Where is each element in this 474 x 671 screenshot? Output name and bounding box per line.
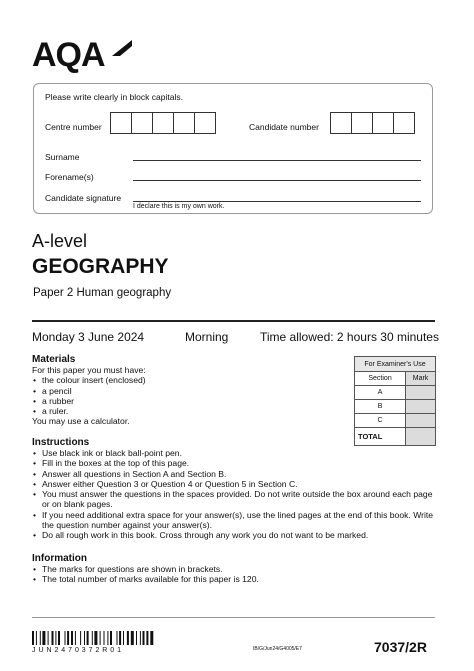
barcode-bar <box>104 631 105 645</box>
barcode-bar <box>94 631 97 645</box>
instruction-item: • Answer all questions in Section A and Section B. <box>42 469 434 479</box>
centre-number-cell[interactable] <box>131 112 153 134</box>
candidate-number-cell[interactable] <box>393 112 415 134</box>
section-row-label: A <box>355 386 406 400</box>
information-heading: Information <box>32 553 87 564</box>
candidate-number-cell[interactable] <box>330 112 352 134</box>
barcode-bar <box>110 631 112 645</box>
instruction-item: • Fill in the boxes at the top of this page. <box>42 458 434 468</box>
candidate-number-label: Candidate number <box>249 122 319 132</box>
barcode-bar <box>87 631 89 645</box>
section-row-label: B <box>355 400 406 414</box>
instruction-item: • Do all rough work in this book. Cross through any work you do not want to be marked. <box>42 530 434 540</box>
mark-column-header: Mark <box>406 372 436 386</box>
information-section <box>32 553 434 585</box>
subject-title: GEOGRAPHY <box>32 255 169 278</box>
barcode-bar <box>117 631 118 645</box>
centre-number-cell[interactable] <box>110 112 132 134</box>
centre-number-boxes[interactable] <box>111 112 216 134</box>
barcode-bar <box>84 631 85 645</box>
surname-label: Surname <box>45 152 80 162</box>
centre-number-cell[interactable] <box>152 112 174 134</box>
barcode-bar <box>107 631 108 645</box>
candidate-number-cell[interactable] <box>372 112 394 134</box>
barcode-bar <box>127 631 129 645</box>
declaration-text: I declare this is my own work. <box>133 203 225 210</box>
barcode-bar <box>131 631 134 645</box>
barcode-bar <box>58 631 60 645</box>
barcode-bar <box>71 631 73 645</box>
materials-intro: For this paper you must have: <box>32 365 146 375</box>
level-title: A-level <box>32 231 88 251</box>
barcode-bar <box>55 631 56 645</box>
mark-cell <box>406 386 436 400</box>
materials-item: • a ruler. <box>42 406 332 416</box>
barcode-bar <box>42 631 45 645</box>
barcode-bar <box>40 631 41 645</box>
barcode-bar <box>36 631 37 645</box>
examiner-table-title: For Examiner's Use <box>355 357 436 372</box>
forenames-label: Forename(s) <box>45 172 94 182</box>
barcode-bar <box>65 631 66 645</box>
materials-item: • a rubber <box>42 396 332 406</box>
mark-cell <box>406 414 436 428</box>
barcode-image <box>32 631 192 645</box>
mark-cell <box>406 400 436 414</box>
time-allowed: Time allowed: 2 hours 30 minutes <box>260 330 439 344</box>
exam-session: Morning <box>185 330 229 344</box>
centre-number-cell[interactable] <box>194 112 216 134</box>
barcode-bar <box>143 631 145 645</box>
paper-code: 7037/2R <box>374 639 427 655</box>
aqa-logo-mark <box>110 38 134 58</box>
barcode-bar <box>80 631 81 645</box>
block-capitals-note: Please write clearly in block capitals. <box>45 92 183 102</box>
aqa-logo: AQA <box>32 36 105 74</box>
barcode-bar <box>140 631 141 645</box>
paper-reference: IB/G/Jun24/G4005/E7 <box>253 646 302 652</box>
exam-date: Monday 3 June 2024 <box>32 330 145 344</box>
candidate-number-boxes[interactable] <box>331 112 415 134</box>
barcode-bar <box>119 631 121 645</box>
barcode-bar <box>67 631 69 645</box>
instruction-item: • Use black ink or black ball-point pen. <box>42 448 434 458</box>
information-item: • The marks for questions are shown in brackets. <box>42 564 434 574</box>
materials-heading: Materials <box>32 354 76 365</box>
paper-title: Paper 2 Human geography <box>33 287 172 299</box>
barcode-text: J U N 2 4 7 0 3 7 2 R 0 1 <box>32 647 122 654</box>
centre-number-cell[interactable] <box>173 112 195 134</box>
section-column-header: Section <box>355 372 406 386</box>
materials-section <box>32 354 332 427</box>
barcode-bar <box>92 631 93 645</box>
instructions-section <box>32 437 434 541</box>
forenames-line[interactable] <box>133 180 421 181</box>
information-item: • The total number of marks available for this paper is 120. <box>42 574 434 584</box>
section-row-label: C <box>355 414 406 428</box>
barcode-bar <box>75 631 76 645</box>
barcode-bar <box>100 631 101 645</box>
surname-line[interactable] <box>133 160 421 161</box>
instruction-item: • You must answer the questions in the spaces provided. Do not write outside the box around each page or on blank pages. <box>42 489 434 510</box>
signature-line[interactable] <box>133 201 421 202</box>
examiner-use-table <box>354 356 436 446</box>
signature-label: Candidate signature <box>45 193 122 203</box>
instruction-item: • If you need additional extra space for your answer(s), use the lined pages at the end of this book. Write the question number against your answer(s). <box>42 510 434 531</box>
barcode-bar <box>32 631 34 645</box>
barcode-bar <box>123 631 124 645</box>
candidate-number-cell[interactable] <box>351 112 373 134</box>
materials-item: • a pencil <box>42 386 332 396</box>
barcode-bar <box>150 631 153 645</box>
footer-rule <box>32 617 435 618</box>
barcode-bar <box>146 631 148 645</box>
barcode-bar <box>136 631 137 645</box>
materials-item: • the colour insert (enclosed) <box>42 375 332 385</box>
calculator-note: You may use a calculator. <box>32 416 130 427</box>
instruction-item: • Answer either Question 3 or Question 4 or Question 5 in Section C. <box>42 479 434 489</box>
instructions-heading: Instructions <box>32 437 90 448</box>
total-label: TOTAL <box>355 428 406 446</box>
header-rule <box>32 320 435 322</box>
barcode-bar <box>48 631 49 645</box>
barcode-bar <box>52 631 54 645</box>
centre-number-label: Centre number <box>45 122 102 132</box>
